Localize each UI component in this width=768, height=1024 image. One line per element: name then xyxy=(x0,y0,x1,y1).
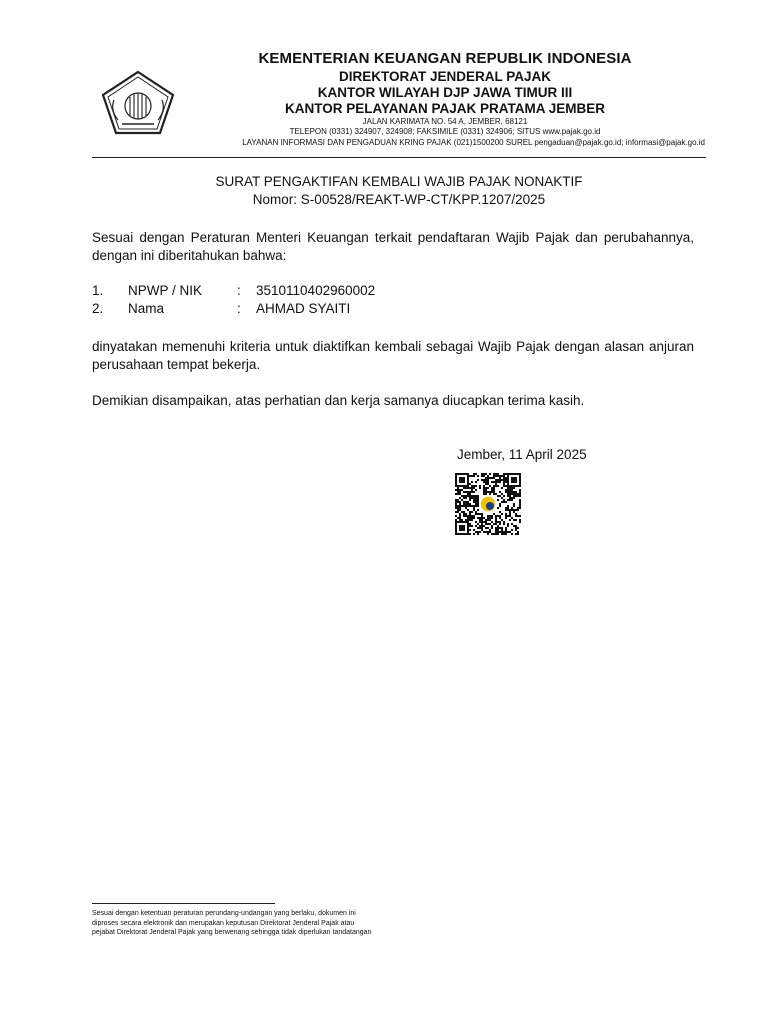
ministry-name: KEMENTERIAN KEUANGAN REPUBLIK INDONESIA xyxy=(258,50,632,67)
closing-paragraph: Demikian disampaikan, atas perhatian dan kerja samanya diucapkan terima kasih. xyxy=(92,393,585,408)
tax-office-name: KANTOR PELAYANAN PAJAK PRATAMA JEMBER xyxy=(284,101,606,116)
footnote-line: pejabat Direktorat Jenderal Pajak yang berwenang sehingga tidak diperlukan tandatangan xyxy=(92,929,372,936)
footnote-line: Sesuai dengan ketentuan peraturan perundang-undangan yang berlaku, dokumen ini xyxy=(92,910,356,917)
intro-paragraph: Sesuai dengan Peraturan Menteri Keuangan terkait pendaftaran Wajib Pajak dan perubahannya, dengan ini diberitahukan bahwa: xyxy=(92,230,694,263)
kemenkeu-emblem-icon xyxy=(100,70,176,136)
office-contact: TELEPON (0331) 324907, 324908; FAKSIMILE (0331) 324906; SITUS www.pajak.go.id xyxy=(289,127,601,136)
footnote-line: diproses secara elektronik dan merupakan keputusan Direktorat Jenderal Pajak atau xyxy=(92,919,355,927)
place-date: Jember, 11 April 2025 xyxy=(457,447,587,462)
office-address: JALAN KARIMATA NO. 54 A, JEMBER, 68121 xyxy=(362,117,528,126)
item-separator: : xyxy=(237,301,241,316)
list-item xyxy=(92,301,692,319)
item-number: 1. xyxy=(92,283,104,298)
item-value: AHMAD SYAITI xyxy=(256,301,351,316)
regional-office-name: KANTOR WILAYAH DJP JAWA TIMUR III xyxy=(317,85,573,100)
letter-title: SURAT PENGAKTIFAN KEMBALI WAJIB PAJAK NONAKTIF xyxy=(215,174,583,189)
footnote xyxy=(92,909,371,938)
item-label: Nama xyxy=(128,301,165,316)
item-value: 3510110402960002 xyxy=(256,283,376,298)
statement-paragraph: dinyatakan memenuhi kriteria untuk diaktifkan kembali sebagai Wajib Pajak dengan alasan anjuran perusahaan tempat bekerja. xyxy=(92,339,694,372)
item-label: NPWP / NIK xyxy=(128,283,203,298)
letter-number: Nomor: S-00528/REAKT-WP-CT/KPP.1207/2025 xyxy=(252,192,546,207)
letterhead-divider xyxy=(92,157,706,158)
office-services: LAYANAN INFORMASI DAN PENGADUAN KRING PAJAK (021)1500200 SUREL pengaduan@pajak.go.id; informasi@pajak.go.id xyxy=(242,138,705,147)
directorate-name: DIREKTORAT JENDERAL PAJAK xyxy=(338,69,552,84)
item-number: 2. xyxy=(92,301,104,316)
list-item xyxy=(92,283,692,301)
footnote-divider xyxy=(92,903,275,904)
item-separator: : xyxy=(237,283,241,298)
qr-code-icon xyxy=(455,473,521,535)
